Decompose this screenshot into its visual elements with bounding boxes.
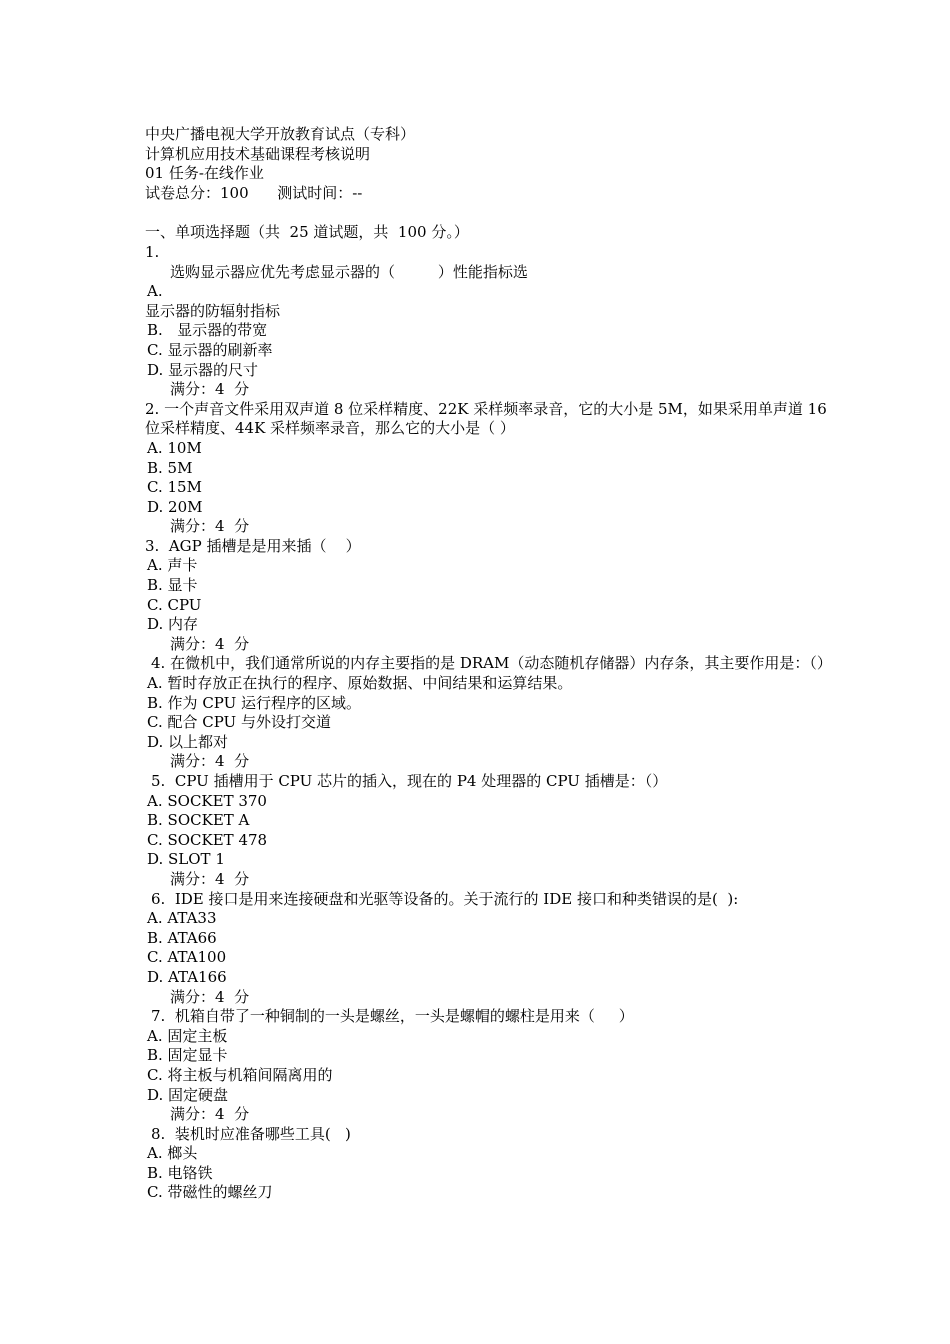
option-b: B. 固定显卡 (147, 1046, 228, 1065)
option-a-text: 显示器的防辐射指标 (145, 301, 281, 320)
option-c: C. 显示器的刷新率 (147, 340, 273, 359)
option-a: A. 声卡 (147, 556, 198, 575)
header-score-time: 试卷总分：100 测试时间：-- (145, 183, 363, 202)
question-8 (145, 1125, 835, 1203)
score-label: 满分：4 分 (170, 869, 250, 888)
option-b: B. 电铬铁 (147, 1163, 213, 1182)
option-d: D. 内存 (147, 615, 199, 634)
option-b: B. 显卡 (147, 576, 198, 595)
option-b: B. 作为 CPU 运行程序的区域。 (147, 693, 362, 712)
score-label: 满分：4 分 (170, 517, 250, 536)
question-3 (145, 537, 835, 655)
header-school: 中央广播电视大学开放教育试点（专科） (145, 125, 416, 143)
option-c: C. CPU (147, 595, 202, 614)
section-title: 一、单项选择题（共 25 道试题，共 100 分。） (145, 223, 469, 242)
option-c: C. ATA100 (147, 948, 227, 967)
option-b: B. 5M (147, 458, 193, 477)
option-a: A. 固定主板 (147, 1026, 228, 1045)
question-5 (145, 772, 835, 890)
option-c: C. SOCKET 478 (147, 830, 268, 849)
option-c: C. 15M (147, 478, 202, 497)
score-label: 满分：4 分 (170, 752, 250, 771)
question-number: 1. (145, 242, 160, 261)
question-text: 2. 一个声音文件采用双声道 8 位采样精度、22K 采样频率录音，它的大小是 5M，如果采用单声道 16 位采样精度、44K 采样频率录音，那么它的大小是（ ） (145, 399, 827, 438)
score-label: 满分：4 分 (170, 987, 250, 1006)
option-a: A. ATA33 (147, 909, 217, 928)
question-text: 8. 装机时应准备哪些工具( ) (151, 1124, 351, 1143)
option-d: D. SLOT 1 (147, 850, 225, 869)
question-text: 4. 在微机中，我们通常所说的内存主要指的是 DRAM（动态随机存储器）内存条，其主要作用是：（） (151, 654, 832, 673)
option-c: C. 配合 CPU 与外设打交道 (147, 713, 331, 732)
option-a: A. 暂时存放正在执行的程序、原始数据、中间结果和运算结果。 (147, 674, 573, 693)
question-text: 6. IDE 接口是用来连接硬盘和光驱等设备的。关于流行的 IDE 接口和种类错误的是( ): (151, 889, 739, 908)
option-b: B. SOCKET A (147, 811, 250, 830)
question-2 (145, 400, 835, 537)
option-b: B. 显示器的带宽 (147, 321, 268, 340)
score-label: 满分：4 分 (170, 634, 250, 653)
spacer (145, 203, 835, 223)
question-7 (145, 1007, 835, 1125)
option-a: A. 10M (147, 438, 202, 457)
option-d: D. ATA166 (147, 967, 227, 986)
header-task: 01 任务-在线作业 (145, 164, 264, 183)
option-a: A. SOCKET 370 (147, 791, 267, 810)
option-c: C. 带磁性的螺丝刀 (147, 1183, 273, 1202)
question-4 (145, 654, 835, 772)
question-text: 5. CPU 插槽用于 CPU 芯片的插入，现在的 P4 处理器的 CPU 插槽是：（） (151, 772, 668, 790)
option-d: D. 固定硬盘 (147, 1085, 229, 1104)
option-c: C. 将主板与机箱间隔离用的 (147, 1065, 333, 1084)
question-6 (145, 890, 835, 1008)
option-b: B. ATA66 (147, 928, 217, 947)
score-label: 满分：4 分 (170, 380, 250, 399)
question-text: 3. AGP 插槽是是用来插（ ） (145, 536, 361, 555)
question-text: 7. 机箱自带了一种铜制的一头是螺丝，一头是螺帽的螺柱是用来（ ） (151, 1007, 634, 1026)
option-d: D. 以上都对 (147, 732, 229, 751)
option-a-label: A. (147, 282, 163, 301)
document-page (145, 125, 835, 1203)
question-text: 选购显示器应优先考虑显示器的（ ）性能指标选 (170, 262, 528, 281)
question-1 (145, 243, 835, 400)
option-d: D. 20M (147, 497, 203, 516)
header-course: 计算机应用技术基础课程考核说明 (145, 144, 371, 163)
score-label: 满分：4 分 (170, 1105, 250, 1124)
option-a: A. 榔头 (147, 1144, 198, 1163)
option-d: D. 显示器的尺寸 (147, 360, 259, 379)
